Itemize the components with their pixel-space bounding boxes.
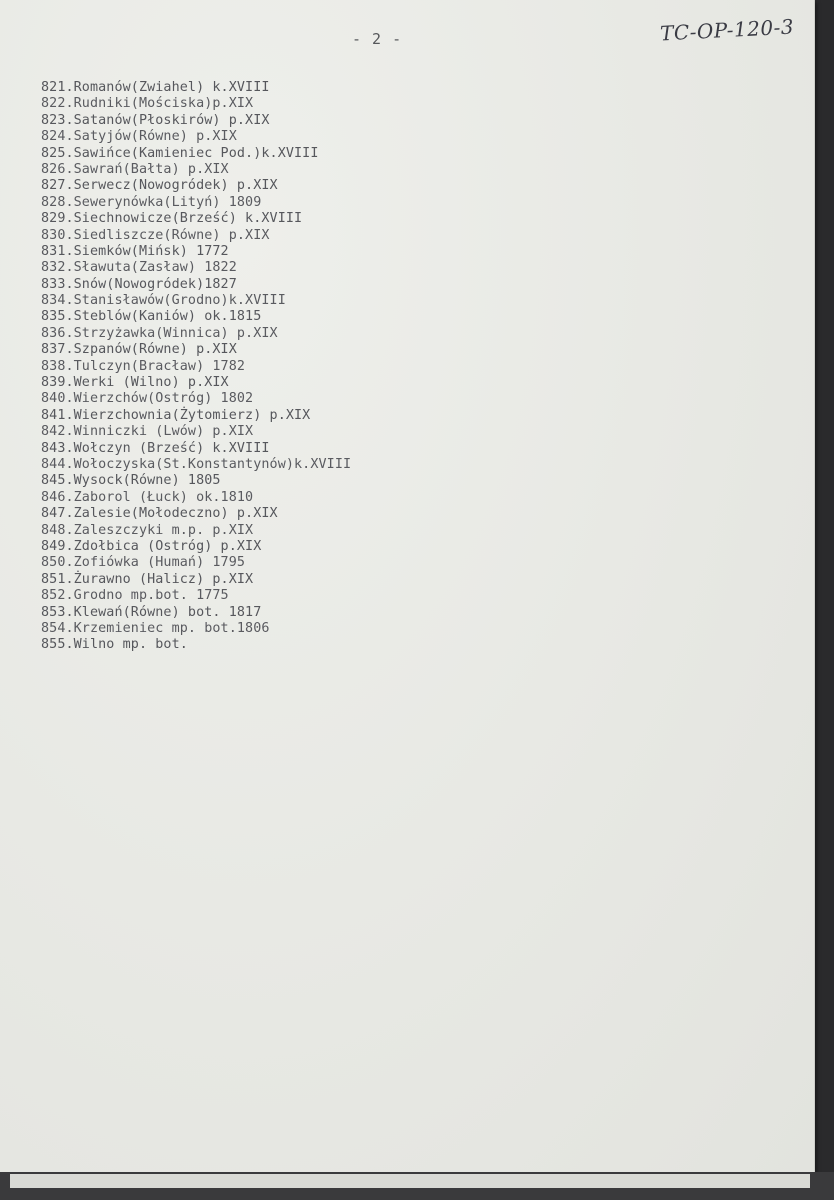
list-item: 839.Werki (Wilno) p.XIX xyxy=(41,375,229,391)
list-item: 847.Zalesie(Mołodeczno) p.XIX xyxy=(41,506,278,522)
list-item: 853.Klewań(Równe) bot. 1817 xyxy=(41,604,262,620)
list-item: 837.Szpanów(Równe) p.XIX xyxy=(41,342,237,358)
list-item: 828.Sewerynówka(Lityń) 1809 xyxy=(41,194,262,210)
list-item: 850.Zofiówka (Humań) 1795 xyxy=(41,555,246,571)
list-item: 855.Wilno mp. bot. xyxy=(41,637,188,653)
page-number: - 2 - xyxy=(352,30,403,48)
list-item: 849.Zdołbica (Ostróg) p.XIX xyxy=(41,538,262,554)
archive-reference-handwritten: TC-OP-120-3 xyxy=(659,14,795,46)
list-item: 825.Sawińce(Kamieniec Pod.)k.XVIII xyxy=(41,145,319,161)
list-item: 830.Siedliszcze(Równe) p.XIX xyxy=(41,227,270,243)
list-item: 846.Zaborol (Łuck) ok.1810 xyxy=(41,489,254,505)
list-item: 824.Satyjów(Równe) p.XIX xyxy=(41,129,237,145)
list-item: 835.Steblów(Kaniów) ok.1815 xyxy=(41,309,262,325)
list-item: 834.Stanisławów(Grodno)k.XVIII xyxy=(41,293,286,309)
list-item: 844.Wołoczyska(St.Konstantynów)k.XVIII xyxy=(41,456,352,472)
list-item: 829.Siechnowicze(Brześć) k.XVIII xyxy=(41,211,303,227)
list-item: 827.Serwecz(Nowogródek) p.XIX xyxy=(41,178,278,194)
list-item: 823.Satanów(Płoskirów) p.XIX xyxy=(41,112,270,128)
list-item: 833.Snów(Nowogródek)1827 xyxy=(41,276,237,292)
underlying-page-edge xyxy=(10,1174,810,1188)
list-item: 822.Rudniki(Mościska)p.XIX xyxy=(41,96,254,112)
list-item: 854.Krzemieniec mp. bot.1806 xyxy=(41,620,270,636)
list-item: 826.Sawrań(Bałta) p.XIX xyxy=(41,161,229,177)
list-item: 836.Strzyżawka(Winnica) p.XIX xyxy=(41,325,278,341)
list-item: 832.Sławuta(Zasław) 1822 xyxy=(41,260,237,276)
list-item: 843.Wołczyn (Brześć) k.XVIII xyxy=(41,440,270,456)
list-item: 852.Grodno mp.bot. 1775 xyxy=(41,588,229,604)
list-item: 851.Żurawno (Halicz) p.XIX xyxy=(41,571,254,587)
list-item: 831.Siemków(Mińsk) 1772 xyxy=(41,243,229,259)
list-item: 840.Wierzchów(Ostróg) 1802 xyxy=(41,391,254,407)
entry-list xyxy=(41,80,351,654)
list-item: 845.Wysock(Równe) 1805 xyxy=(41,473,221,489)
list-item: 841.Wierzchownia(Żytomierz) p.XIX xyxy=(41,407,311,423)
list-item: 848.Zaleszczyki m.p. p.XIX xyxy=(41,522,254,538)
list-item: 842.Winniczki (Lwów) p.XIX xyxy=(41,424,254,440)
list-item: 838.Tulczyn(Bracław) 1782 xyxy=(41,358,246,374)
list-item: 821.Romanów(Zwiahel) k.XVIII xyxy=(41,80,270,95)
